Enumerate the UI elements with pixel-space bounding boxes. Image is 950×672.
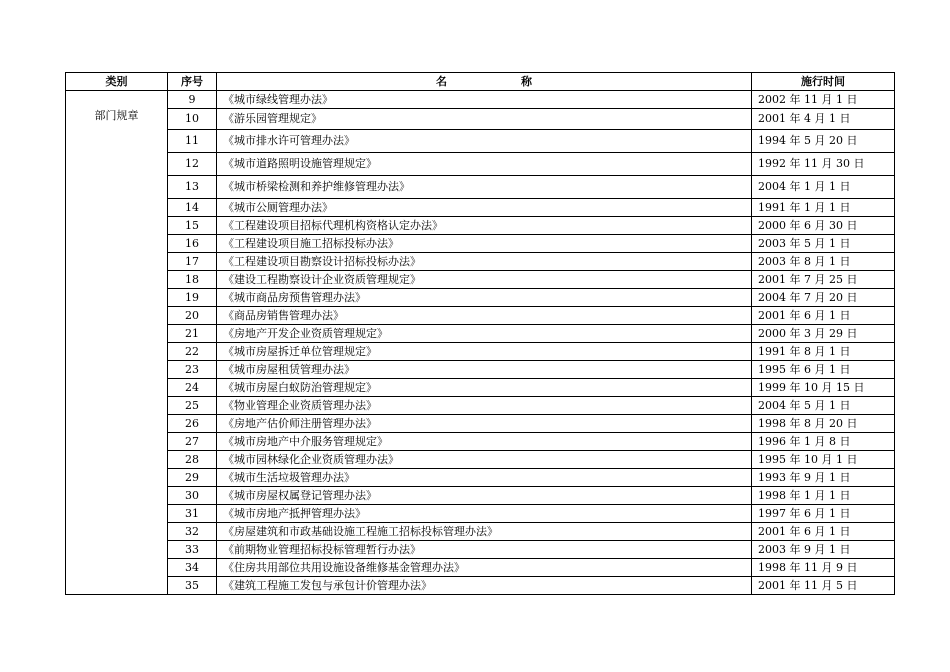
effective-date: 2002 年 11 月 1 日: [752, 91, 895, 109]
regulation-name: 《城市房屋白蚁防治管理规定》: [217, 379, 752, 397]
regulation-name: 《住房共用部位共用设施设备维修基金管理办法》: [217, 559, 752, 577]
table-row: [66, 91, 895, 109]
row-number: 22: [168, 343, 217, 361]
effective-date: 2003 年 5 月 1 日: [752, 235, 895, 253]
regulation-name: 《工程建设项目施工招标投标办法》: [217, 235, 752, 253]
effective-date: 2000 年 6 月 30 日: [752, 217, 895, 235]
row-number: 13: [168, 176, 217, 199]
table-row: [66, 415, 895, 433]
table-row: [66, 153, 895, 176]
category-cell: [66, 91, 168, 595]
table-row: [66, 289, 895, 307]
regulation-name: 《城市生活垃圾管理办法》: [217, 469, 752, 487]
table-row: [66, 523, 895, 541]
header-name: [217, 73, 752, 91]
regulation-name: 《工程建设项目勘察设计招标投标办法》: [217, 253, 752, 271]
header-date: 施行时间: [752, 73, 895, 91]
table-row: [66, 541, 895, 559]
regulation-name: 《工程建设项目招标代理机构资格认定办法》: [217, 217, 752, 235]
regulation-name: 《城市房地产中介服务管理规定》: [217, 433, 752, 451]
header-name-left: 名: [436, 74, 447, 88]
table-row: [66, 361, 895, 379]
table-row: [66, 235, 895, 253]
row-number: 35: [168, 577, 217, 595]
effective-date: 1993 年 9 月 1 日: [752, 469, 895, 487]
regulation-name: 《房地产开发企业资质管理规定》: [217, 325, 752, 343]
row-number: 24: [168, 379, 217, 397]
header-category: 类别: [66, 73, 168, 91]
regulation-name: 《城市排水许可管理办法》: [217, 130, 752, 153]
regulation-name: 《建筑工程施工发包与承包计价管理办法》: [217, 577, 752, 595]
effective-date: 1995 年 10 月 1 日: [752, 451, 895, 469]
row-number: 16: [168, 235, 217, 253]
row-number: 17: [168, 253, 217, 271]
row-number: 26: [168, 415, 217, 433]
regulation-name: 《城市房屋权属登记管理办法》: [217, 487, 752, 505]
regulation-name: 《城市房屋拆迁单位管理规定》: [217, 343, 752, 361]
row-number: 32: [168, 523, 217, 541]
effective-date: 1997 年 6 月 1 日: [752, 505, 895, 523]
effective-date: 2004 年 5 月 1 日: [752, 397, 895, 415]
row-number: 20: [168, 307, 217, 325]
row-number: 10: [168, 109, 217, 130]
effective-date: 2001 年 7 月 25 日: [752, 271, 895, 289]
row-number: 18: [168, 271, 217, 289]
row-number: 25: [168, 397, 217, 415]
effective-date: 2003 年 8 月 1 日: [752, 253, 895, 271]
regulation-name: 《房地产估价师注册管理办法》: [217, 415, 752, 433]
regulation-name: 《游乐园管理规定》: [217, 109, 752, 130]
regulation-name: 《前期物业管理招标投标管理暂行办法》: [217, 541, 752, 559]
table-row: [66, 217, 895, 235]
table-row: [66, 505, 895, 523]
effective-date: 1995 年 6 月 1 日: [752, 361, 895, 379]
row-number: 21: [168, 325, 217, 343]
regulation-name: 《城市商品房预售管理办法》: [217, 289, 752, 307]
row-number: 34: [168, 559, 217, 577]
regulation-name: 《城市园林绿化企业资质管理办法》: [217, 451, 752, 469]
effective-date: 1991 年 1 月 1 日: [752, 199, 895, 217]
regulation-name: 《商品房销售管理办法》: [217, 307, 752, 325]
effective-date: 1998 年 8 月 20 日: [752, 415, 895, 433]
regulation-name: 《城市桥梁检测和养护维修管理办法》: [217, 176, 752, 199]
category-label: 部门规章: [94, 109, 139, 122]
regulation-name: 《城市公厕管理办法》: [217, 199, 752, 217]
table-row: [66, 176, 895, 199]
row-number: 12: [168, 153, 217, 176]
effective-date: 1992 年 11 月 30 日: [752, 153, 895, 176]
regulations-table: [65, 72, 895, 595]
table-row: [66, 559, 895, 577]
row-number: 33: [168, 541, 217, 559]
row-number: 23: [168, 361, 217, 379]
effective-date: 2001 年 6 月 1 日: [752, 523, 895, 541]
table-row: [66, 253, 895, 271]
effective-date: 2000 年 3 月 29 日: [752, 325, 895, 343]
header-number: 序号: [168, 73, 217, 91]
effective-date: 2003 年 9 月 1 日: [752, 541, 895, 559]
table-row: [66, 487, 895, 505]
table-row: [66, 130, 895, 153]
regulation-name: 《城市绿线管理办法》: [217, 91, 752, 109]
regulation-name: 《房屋建筑和市政基础设施工程施工招标投标管理办法》: [217, 523, 752, 541]
table-row: [66, 325, 895, 343]
regulation-name: 《城市房屋租赁管理办法》: [217, 361, 752, 379]
table-row: [66, 577, 895, 595]
table-row: [66, 109, 895, 130]
effective-date: 1994 年 5 月 20 日: [752, 130, 895, 153]
regulation-name: 《城市房地产抵押管理办法》: [217, 505, 752, 523]
row-number: 31: [168, 505, 217, 523]
header-name-right: 称: [521, 74, 532, 88]
effective-date: 1998 年 11 月 9 日: [752, 559, 895, 577]
table-row: [66, 379, 895, 397]
effective-date: 2001 年 6 月 1 日: [752, 307, 895, 325]
effective-date: 2001 年 11 月 5 日: [752, 577, 895, 595]
row-number: 19: [168, 289, 217, 307]
table-row: [66, 307, 895, 325]
regulation-name: 《建设工程勘察设计企业资质管理规定》: [217, 271, 752, 289]
row-number: 28: [168, 451, 217, 469]
row-number: 30: [168, 487, 217, 505]
row-number: 15: [168, 217, 217, 235]
effective-date: 1996 年 1 月 8 日: [752, 433, 895, 451]
effective-date: 1991 年 8 月 1 日: [752, 343, 895, 361]
table-row: [66, 397, 895, 415]
table-row: [66, 433, 895, 451]
effective-date: 2004 年 1 月 1 日: [752, 176, 895, 199]
table-row: [66, 343, 895, 361]
effective-date: 2004 年 7 月 20 日: [752, 289, 895, 307]
effective-date: 1998 年 1 月 1 日: [752, 487, 895, 505]
regulation-name: 《物业管理企业资质管理办法》: [217, 397, 752, 415]
table-row: [66, 451, 895, 469]
row-number: 9: [168, 91, 217, 109]
row-number: 11: [168, 130, 217, 153]
row-number: 27: [168, 433, 217, 451]
regulation-name: 《城市道路照明设施管理规定》: [217, 153, 752, 176]
table-row: [66, 199, 895, 217]
table-row: [66, 469, 895, 487]
table-row: [66, 271, 895, 289]
row-number: 14: [168, 199, 217, 217]
effective-date: 2001 年 4 月 1 日: [752, 109, 895, 130]
header-row: [66, 73, 895, 91]
row-number: 29: [168, 469, 217, 487]
effective-date: 1999 年 10 月 15 日: [752, 379, 895, 397]
